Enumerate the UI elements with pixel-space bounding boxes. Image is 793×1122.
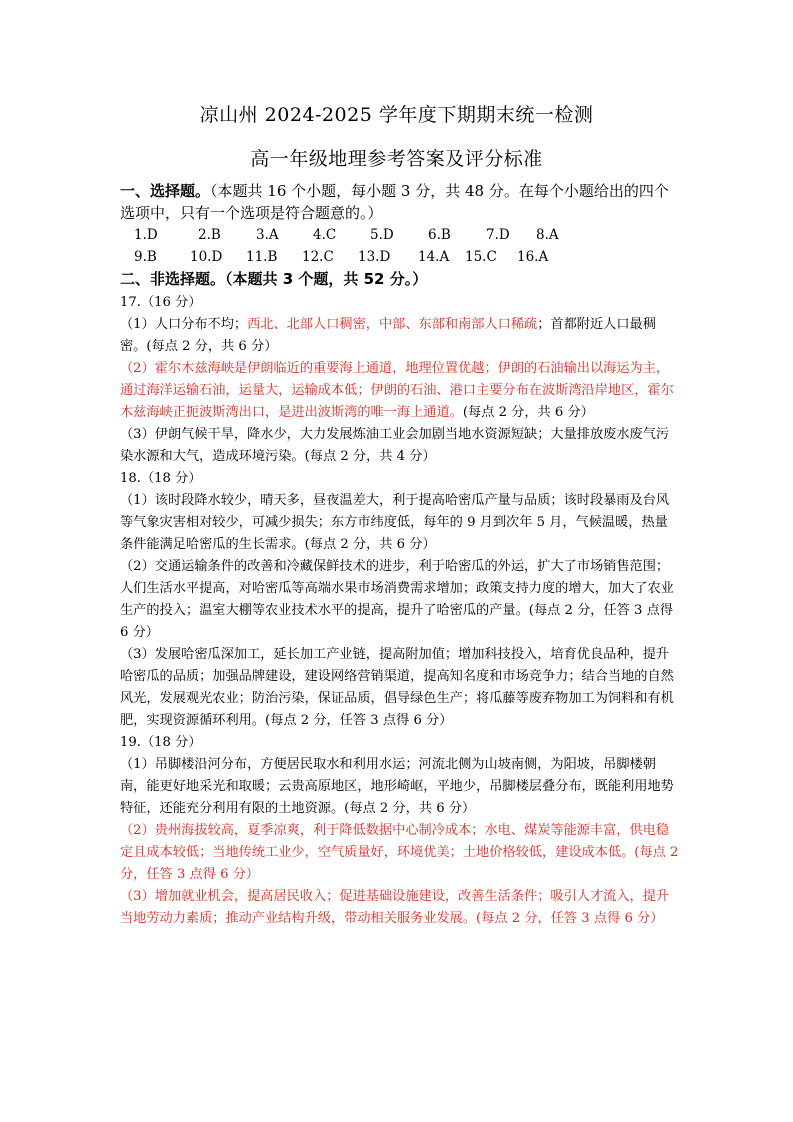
section-nonchoice-heading: 二、非选择题。（本题共 3 个题，共 52 分。） — [120, 270, 428, 288]
answer-item: 8.A — [536, 227, 559, 243]
section-choice — [120, 180, 680, 290]
question-17 — [120, 292, 680, 930]
q19-heading: 19.（18 分） — [120, 735, 202, 750]
answer-item: 14.A — [418, 249, 450, 265]
q19-part1: （1）吊脚楼沿河分布，方便居民取水和利用水运；河流北侧为山坡南侧，为阳坡，吊脚楼朝南，能更好地采光和取暖；云贵高原地区，地形崎岖，平地少，吊脚楼层叠分布，既能利用地势特征，还能充分利用有限的土地资源。(每点 2 分，共 6 分） — [120, 757, 674, 816]
section-choice-heading: 一、选择题。（本题共 16 个小题，每小题 3 分，共 48 分。在每个小题给出的四个选项中，只有一个选项是符合题意的。） — [120, 182, 669, 222]
q18-part3: （3）发展哈密瓜深加工，延长加工产业链，提高附加值；增加科技投入，培育优良品种，提升哈密瓜的品质；加强品牌建设，建设网络营销渠道，提高知名度和市场竞争力；结合当地的自然风光，发展观光农业；防治污染，保证品质，倡导绿色生产；将瓜藤等废弃物加工为饲料和有机肥，实现资源循环利用。(每点 2 分，任答 3 点得 6 分） — [120, 647, 674, 728]
q17-part3: （3）伊朗气候干旱，降水少，大力发展炼油工业会加剧当地水资源短缺；大量排放废水废气污染水源和大气，造成环境污染。(每点 2 分，共 4 分） — [120, 427, 670, 464]
answers-row-1 — [120, 224, 680, 246]
answer-item: 4.C — [313, 227, 337, 243]
answers-row-2 — [120, 246, 680, 268]
q19-part2: （2）贵州海拔较高，夏季凉爽，利于降低数据中心制冷成本；水电、煤炭等能源丰富，供电稳定且成本较低；当地传统工业少，空气质量好，环境优美；土地价格较低，建设成本低。(每点 2 分，任答 3 点得 6 分） — [120, 823, 679, 882]
answer-item: 2.B — [198, 227, 221, 243]
answer-item: 11.B — [246, 249, 278, 265]
answer-item: 3.A — [256, 227, 279, 243]
q18-part1: （1）该时段降水较少，晴天多，昼夜温差大，利于提高哈密瓜产量与品质；该时段暴雨及台风等气象灾害相对较少，可减少损失；东方市纬度低，每年的 9 月到次年 5 月，气候温暖，热量条件能满足哈密瓜的生长需求。(每点 2 分，共 6 分） — [120, 493, 670, 552]
q17-heading: 17.（16 分） — [120, 295, 202, 310]
q18-part2: （2）交通运输条件的改善和冷藏保鲜技术的进步，利于哈密瓜的外运，扩大了市场销售范围；人们生活水平提高，对哈密瓜等高端水果市场消费需求增加；政策支持力度的增大，加大了农业生产的投入；温室大棚等农业技术水平的提高，提升了哈密瓜的产量。(每点 2 分，任答 3 点得 6 分） — [120, 559, 674, 640]
answer-item: 7.D — [486, 227, 510, 243]
page-subtitle: 高一年级地理参考答案及评分标准 — [250, 148, 543, 170]
answer-item: 9.B — [134, 249, 157, 265]
answer-item: 13.D — [358, 249, 391, 265]
answer-item: 10.D — [190, 249, 223, 265]
answer-item: 15.C — [465, 249, 497, 265]
answer-item: 1.D — [134, 227, 158, 243]
answer-item: 5.D — [370, 227, 394, 243]
answer-item: 6.B — [428, 227, 451, 243]
q18-heading: 18.（18 分） — [120, 471, 202, 486]
answer-item: 12.C — [302, 249, 334, 265]
page-title: 凉山州 2024-2025 学年度下期期末统一检测 — [199, 104, 594, 126]
q19-part3: （3）增加就业机会，提高居民收入；促进基础设施建设，改善生活条件；吸引人才流入，提升当地劳动力素质；推动产业结构升级，带动相关服务业发展。(每点 2 分，任答 3 点得 6 分） — [120, 889, 670, 926]
q17-part1: （1）人口分布不均；西北、北部人口稠密，中部、东部和南部人口稀疏；首都附近人口最稠密。(每点 2 分，共 6 分） — [120, 317, 656, 354]
answer-item: 16.A — [517, 249, 549, 265]
q17-part2: （2）霍尔木兹海峡是伊朗临近的重要海上通道，地理位置优越；伊朗的石油输出以海运为主，通过海洋运输石油，运量大，运输成本低；伊朗的石油、港口主要分布在波斯湾沿岸地区，霍尔木兹海峡正扼波斯湾出口，是进出波斯湾的唯一海上通道。(每点 2 分，共 6 分） — [120, 361, 674, 420]
